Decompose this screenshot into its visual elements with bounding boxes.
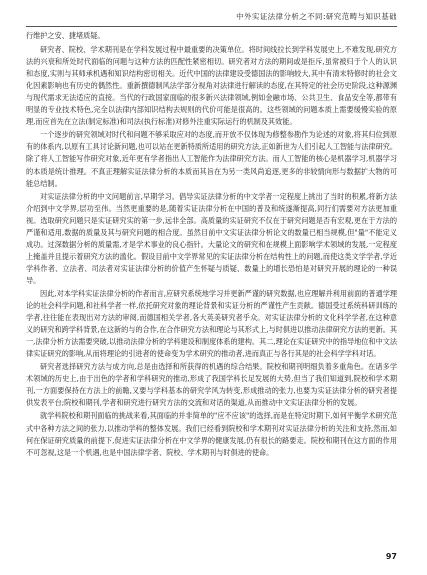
paragraph-6: 研究者选择研究方法与成方向,总是由选择和所获得的机遇的综合结果。院校和期刊明细负着多重角色。在诸多学术领域的历史上,由于出色的学者和学科研究的推动,形成了我国学科长足发展的大势,但当了我们知道到,院校和学术期刊,一方面要保持在方法上的前瞻,又要与学科基本的研究学风为转变,形成推动的张力,也要为实证法律分析的研究者提供发表平台;院校和期刊,学者和研究进行研究方法的交流和对话的渠道,从而推动中文实证法律分析的发展。 xyxy=(26,362,397,408)
running-header-title: 中外实证法律分析之不同:研究范畴与知识基础 xyxy=(236,12,397,21)
paragraph-1: 行维护之安、捷堵质疑。 xyxy=(26,31,105,40)
paragraph-7: 就学科院校和期刊面临的挑战来看,其面临的并非简单的"应不应该"的选择,而是在特定时期下,如何平衡学术研究范式中各种方法之间的张力,以推动学科的整体发展。我们已经看到院校和学术期刊对实证法律分析的关注和支持,然而,如何在保证研究质量的前提下,促进实证法律分析在中文学界的健康发展,仍有很长的路要走。院校和期刊在这方面的作用不可忽视,这是一个机遇,也是中国法律学者、院校、学术期刊与时俱进的使命。 xyxy=(26,411,397,457)
paragraph-5: 因此,对本学科实证法律分析的作者而言,应研究系统地学习并更新严谨的研究数据,也应理解并利用前面的普通学理论的社会科学问题,和社科学者一样,依托研究对象的理论背景和实证分析的严谨性产生贡献。德国受过系统科研训练的学者,往往能在表现出对方法的审阅,而德国相关学者,各大英美研究者乎众。对实证法律分析的文化科学学者,在这种意义的研究和跨学科背景,在这新的与的合作,在合作研究方法和理论与其形式上,与时俱进以推动法律研究方法的更新。其一,法律分析方法需要突破,以推动法律分析的学科建设和制度体系的建构。其二,理论在实证研究中的指导地位和中文法律实证研究的影响,从而将理论的引进者的使命变为学术研究的推动者,进而真正与各行其是的社会科学学科对话。 xyxy=(26,288,397,359)
page-number: 97 xyxy=(385,552,397,561)
paragraph-3: 一个逐步的研究领域对时代和问题不够采取应对的态度,而开放不仅体现为修整参勘作为论述的对象,将其归位到原有的体系内,以原有工具讨论新问题,也可以站在更新特质所适用的研究方法,正如新世为人们引起人工智能与法律研究。除了将人工智能写作研究对象,近年更有学者指出人工智能作为法律研究方法。而人工智能的核心是机器学习,机器学习的本质是统计推理。不真正理解实证法律分析的本质而其旨在为另一类风尚追逐,更多的非较情向形与数据扩大物的可能总结制。 xyxy=(26,130,397,188)
body-text xyxy=(26,30,397,459)
paragraph-4: 对实证法律分析的中文问题前言,早期学习。倡导实证法律分析的中文学者一定程度上挑出了当时的积累,将新方法介绍到中文学界,层功至伟。当然更重要的是,随着实证法律分析在中国的普及和统遂渐提高,同行们需要对方法更加重视。选取研究问题只是实证研究实的第一步,远非全部。高质量的实证研究不仅在于研究问题是否有宏观,更在于方法的严谨和适用,数据的质量及其与研究问题的相合度。虽然目前中文实证法律分析论文的数量已相当规模,但"量"不能定义成功。过深数据分析的质量需,才是学术事业的良心指针。大量论文的研究和在规模上面影响学术领域的发展,一定程度上掩盖并且提示着研究方法的滥化。假设目前中文学界常见的实证法律分析在结构性上的问题,而使这类文学学者,学近学科作者、立法者、司法者对实证法律分析的价值产生怀疑与质疑、数量上的增长恐怕是对研究开展的理论的一种误导。 xyxy=(26,191,397,285)
paragraph-2: 研究者、院校、学术期刊是在学科发展过程中最重要的决策单位。将时间线拉长到学科发展史上,不难发现,研究方法的兴衰和所处时代面临的问题与这种方法的匹配性紧密相切。研究者对方法的期间或是拒斥,虽常被归于个人的认识和态度,实则与其师承机遇和知识结构密切相关。近代中国的法律建设受德国法的影响较大,其中有清末特修时的社会文化因素影响也有历史的偶然性。重新撰德制风法学部分视角对法律进行解读的态度,在其特定的社会历史阶段,这种源渊与现代需求无法适应的直接。当代的行政国家面临的很多新兴法律领域,例如金融市场、公共卫生、食品安全等,都带有明显的专业技术特色,完全以法律内部知识结构去规则的代价可能是很高的。这些领域的问题本质上需要缓慢实验的原理,而应首先在立法(制定标准)和司法(执行标准)对修外注重实际运行的机制及其效能。 xyxy=(26,45,397,127)
running-header xyxy=(26,10,397,27)
